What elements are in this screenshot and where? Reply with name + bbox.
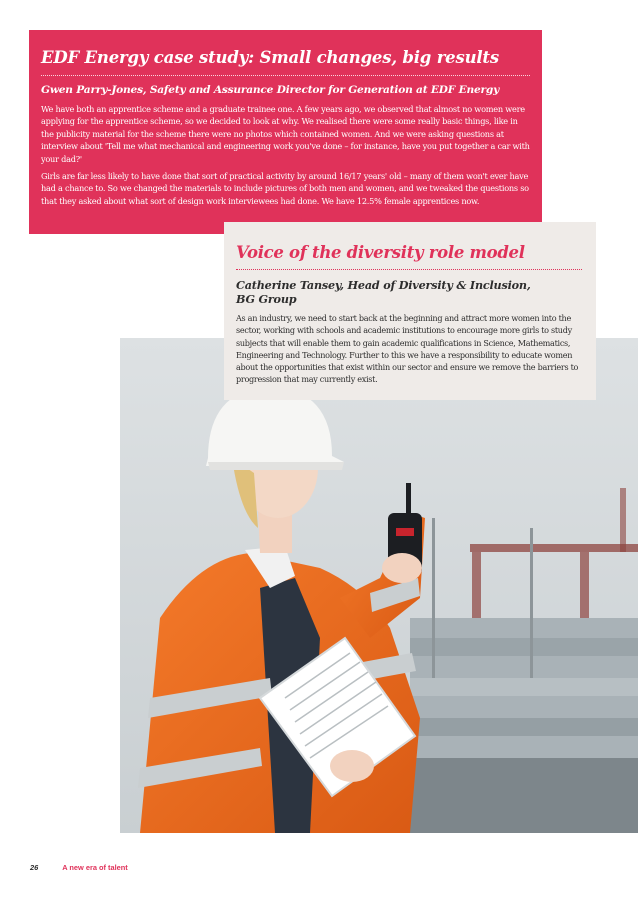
case-study-title: EDF Energy case study: Small changes, big results	[41, 48, 499, 67]
case-study-paragraph: We have both an apprentice scheme and a graduate trainee one. A few years ago, we observed that almost no women were applying for the apprentice scheme, so we decided to look at why. We realised there were some really basic things, like in the publicity material for the scheme there were no photos which contained women. And we were asking questions at interview about 'Tell me what mechanical and engineering work you've done – for instance, have you put together a car with your dad?'	[41, 104, 530, 164]
role-model-title: Voice of the diversity role model	[236, 243, 525, 262]
case-study-subtitle: Gwen Parry-Jones, Safety and Assurance Director for Generation at EDF Energy	[41, 84, 500, 96]
dotted-divider	[41, 75, 530, 76]
case-study-box	[29, 30, 542, 234]
footer-title: A new era of talent	[62, 863, 128, 872]
role-model-body: As an industry, we need to start back at the beginning and attract more women into the sector, working with schools and academic institutions to encourage more girls to study subjects that will enable them to gain academic qualifications in Science, Mathematics, Engineering and Technology. Further to this we have a responsibility to educate women about the opportunities that exist within our sector and ensure we remove the barriers to progression that may currently exist.	[236, 313, 579, 385]
dotted-divider	[236, 269, 582, 270]
page-number: 26	[30, 863, 39, 872]
case-study-paragraph: Girls are far less likely to have done that sort of practical activity by around 16/17 years' old – many of them won't ever have had a chance to. So we changed the materials to include pictures of both men and women, and we tweaked the questions so that they asked about what sort of design work interviewees had done. We have 12.5% female apprentices now.	[41, 171, 529, 206]
page-footer	[30, 863, 128, 872]
role-model-box	[224, 222, 596, 400]
role-model-subtitle: Catherine Tansey, Head of Diversity & Inclusion, BG Group	[236, 278, 531, 306]
engineer-photo	[120, 338, 638, 833]
